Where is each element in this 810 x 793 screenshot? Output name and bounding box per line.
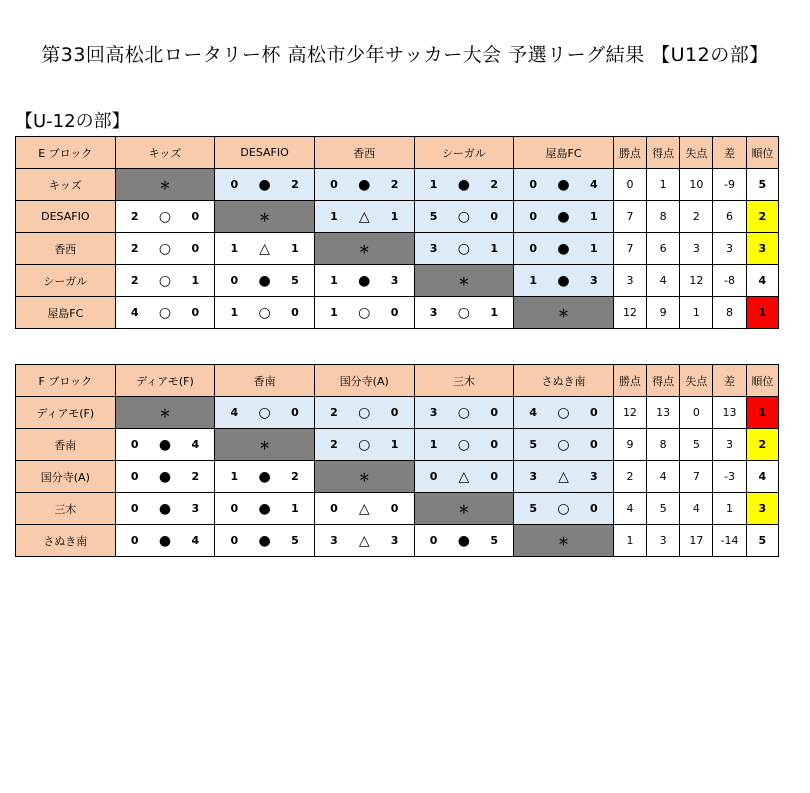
- result-mark: ○: [158, 240, 172, 257]
- self-match-cell: ＊: [115, 397, 215, 429]
- goals-for: 0: [330, 502, 338, 515]
- match-result-cell: [215, 461, 315, 493]
- team-column-header: さぬき南: [514, 365, 614, 397]
- goals-against: 0: [191, 210, 200, 223]
- goal-difference-cell: 13: [713, 397, 746, 429]
- result-mark: △: [458, 468, 470, 485]
- goals-against: 1: [191, 274, 200, 287]
- result-mark: ●: [158, 532, 172, 549]
- table-row: [16, 493, 779, 525]
- result-mark: ●: [358, 272, 371, 289]
- goals-for: 5: [429, 210, 438, 223]
- result-mark: ○: [457, 304, 470, 321]
- match-result-cell: [514, 461, 614, 493]
- match-result-cell: [115, 265, 215, 297]
- result-mark: ○: [158, 208, 172, 225]
- match-result-cell: [314, 201, 414, 233]
- goals-against: 0: [590, 502, 598, 515]
- self-match-cell: ＊: [215, 429, 315, 461]
- goals-against: 1: [291, 502, 299, 515]
- team-column-header: 香西: [314, 137, 414, 169]
- result-mark: ●: [158, 436, 172, 453]
- goals-for: 0: [230, 274, 239, 287]
- result-mark: ○: [557, 436, 570, 453]
- goals-for: 0: [230, 502, 239, 515]
- goals-scored-cell: 4: [647, 265, 680, 297]
- match-result-cell: [314, 297, 414, 329]
- goals-against: 0: [390, 406, 399, 419]
- goals-for: 0: [429, 470, 438, 483]
- result-mark: ○: [457, 240, 470, 257]
- stat-column-header: 順位: [746, 137, 778, 169]
- goals-scored-cell: 6: [647, 233, 680, 265]
- rank-cell: 1: [746, 297, 778, 329]
- stat-column-header: 勝点: [613, 365, 646, 397]
- goals-for: 0: [130, 502, 139, 515]
- rank-cell: 4: [746, 461, 778, 493]
- table-row: [16, 201, 779, 233]
- stat-column-header: 順位: [746, 365, 778, 397]
- goals-for: 2: [130, 242, 139, 255]
- team-row-header: シーガル: [16, 265, 116, 297]
- team-column-header: 三木: [414, 365, 514, 397]
- self-match-cell: ＊: [414, 265, 514, 297]
- goals-conceded-cell: 5: [680, 429, 713, 461]
- goals-conceded-cell: 0: [680, 397, 713, 429]
- match-result-cell: [514, 233, 614, 265]
- league-table-e: [15, 136, 779, 329]
- points-cell: 7: [613, 233, 646, 265]
- points-cell: 3: [613, 265, 646, 297]
- table-row: [16, 429, 779, 461]
- result-mark: △: [358, 500, 370, 517]
- goals-against: 0: [390, 502, 399, 515]
- self-match-cell: ＊: [514, 525, 614, 557]
- goals-for: 1: [330, 274, 338, 287]
- result-mark: ○: [258, 404, 271, 421]
- match-result-cell: [115, 233, 215, 265]
- goals-against: 2: [490, 178, 499, 191]
- result-mark: △: [358, 532, 370, 549]
- result-mark: ○: [557, 404, 570, 421]
- team-row-header: 屋島FC: [16, 297, 116, 329]
- goals-for: 5: [529, 502, 538, 515]
- goals-scored-cell: 4: [647, 461, 680, 493]
- header-row: [16, 137, 779, 169]
- match-result-cell: [314, 493, 414, 525]
- goals-against: 0: [191, 306, 200, 319]
- result-mark: ○: [258, 304, 271, 321]
- goals-for: 1: [230, 306, 239, 319]
- stat-column-header: 失点: [680, 137, 713, 169]
- goals-scored-cell: 3: [647, 525, 680, 557]
- self-match-cell: ＊: [115, 169, 215, 201]
- goals-for: 0: [529, 178, 538, 191]
- match-result-cell: [115, 493, 215, 525]
- goals-conceded-cell: 12: [680, 265, 713, 297]
- goals-against: 2: [291, 470, 299, 483]
- goals-for: 0: [130, 438, 139, 451]
- rank-cell: 3: [746, 493, 778, 525]
- goals-against: 3: [390, 534, 399, 547]
- section-title: 【U-12の部】: [15, 111, 130, 132]
- team-column-header: キッズ: [115, 137, 215, 169]
- goals-for: 0: [130, 534, 139, 547]
- goals-for: 0: [330, 178, 338, 191]
- points-cell: 12: [613, 397, 646, 429]
- team-row-header: 香西: [16, 233, 116, 265]
- result-mark: ○: [358, 304, 371, 321]
- goals-against: 1: [390, 438, 399, 451]
- goals-for: 0: [529, 210, 538, 223]
- team-row-header: 三木: [16, 493, 116, 525]
- goals-conceded-cell: 7: [680, 461, 713, 493]
- stat-column-header: 得点: [647, 365, 680, 397]
- goals-for: 3: [330, 534, 338, 547]
- goals-for: 4: [529, 406, 538, 419]
- self-match-cell: ＊: [414, 493, 514, 525]
- goal-difference-cell: 1: [713, 493, 746, 525]
- goal-difference-cell: -3: [713, 461, 746, 493]
- match-result-cell: [314, 429, 414, 461]
- goals-against: 5: [490, 534, 499, 547]
- team-row-header: さぬき南: [16, 525, 116, 557]
- result-mark: △: [259, 240, 270, 257]
- rank-cell: 2: [746, 429, 778, 461]
- goals-against: 3: [590, 470, 598, 483]
- goals-against: 4: [590, 178, 598, 191]
- goals-for: 1: [330, 306, 338, 319]
- goals-conceded-cell: 10: [680, 169, 713, 201]
- rank-cell: 5: [746, 169, 778, 201]
- goals-conceded-cell: 4: [680, 493, 713, 525]
- goals-against: 1: [490, 242, 499, 255]
- table-row: [16, 461, 779, 493]
- self-match-cell: ＊: [215, 201, 315, 233]
- result-mark: △: [558, 468, 569, 485]
- goals-against: 0: [590, 438, 598, 451]
- goals-against: 1: [390, 210, 399, 223]
- header-row: [16, 365, 779, 397]
- match-result-cell: [514, 169, 614, 201]
- match-result-cell: [115, 201, 215, 233]
- goals-for: 3: [429, 306, 438, 319]
- self-match-cell: ＊: [314, 461, 414, 493]
- goals-for: 1: [230, 470, 239, 483]
- result-mark: ●: [457, 176, 470, 193]
- team-row-header: ディアモ(F): [16, 397, 116, 429]
- goals-against: 1: [291, 242, 299, 255]
- team-column-header: 香南: [215, 365, 315, 397]
- goals-against: 1: [590, 210, 598, 223]
- goals-against: 1: [490, 306, 499, 319]
- match-result-cell: [215, 397, 315, 429]
- goals-for: 0: [529, 242, 538, 255]
- goal-difference-cell: -9: [713, 169, 746, 201]
- stat-column-header: 勝点: [613, 137, 646, 169]
- team-column-header: 国分寺(A): [314, 365, 414, 397]
- goals-against: 5: [291, 534, 299, 547]
- goal-difference-cell: -14: [713, 525, 746, 557]
- match-result-cell: [215, 169, 315, 201]
- goals-against: 0: [291, 306, 299, 319]
- result-mark: ○: [158, 304, 172, 321]
- goals-for: 0: [230, 178, 239, 191]
- table-row: [16, 169, 779, 201]
- goals-against: 1: [590, 242, 598, 255]
- rank-cell: 4: [746, 265, 778, 297]
- match-result-cell: [115, 525, 215, 557]
- stat-column-header: 差: [713, 137, 746, 169]
- goal-difference-cell: 3: [713, 233, 746, 265]
- points-cell: 0: [613, 169, 646, 201]
- goals-against: 0: [490, 210, 499, 223]
- result-mark: ○: [358, 404, 371, 421]
- goals-against: 0: [490, 438, 499, 451]
- result-mark: ●: [557, 176, 570, 193]
- team-row-header: 国分寺(A): [16, 461, 116, 493]
- goals-for: 4: [230, 406, 239, 419]
- goals-against: 5: [291, 274, 299, 287]
- result-mark: ●: [457, 532, 470, 549]
- points-cell: 12: [613, 297, 646, 329]
- goal-difference-cell: -8: [713, 265, 746, 297]
- match-result-cell: [115, 429, 215, 461]
- match-result-cell: [314, 397, 414, 429]
- team-row-header: キッズ: [16, 169, 116, 201]
- goals-scored-cell: 9: [647, 297, 680, 329]
- goals-scored-cell: 13: [647, 397, 680, 429]
- team-column-header: ディアモ(F): [115, 365, 215, 397]
- match-result-cell: [414, 169, 514, 201]
- match-result-cell: [215, 525, 315, 557]
- points-cell: 2: [613, 461, 646, 493]
- table-row: [16, 233, 779, 265]
- goals-against: 3: [390, 274, 399, 287]
- result-mark: △: [358, 208, 370, 225]
- match-result-cell: [215, 265, 315, 297]
- result-mark: ○: [457, 404, 470, 421]
- team-column-header: DESAFIO: [215, 137, 315, 169]
- match-result-cell: [514, 265, 614, 297]
- goals-for: 3: [429, 242, 438, 255]
- result-mark: ●: [358, 176, 371, 193]
- goals-scored-cell: 5: [647, 493, 680, 525]
- goals-against: 2: [191, 470, 200, 483]
- result-mark: ○: [457, 208, 470, 225]
- match-result-cell: [115, 297, 215, 329]
- result-mark: ●: [557, 208, 570, 225]
- result-mark: ●: [158, 500, 172, 517]
- points-cell: 9: [613, 429, 646, 461]
- result-mark: ○: [557, 500, 570, 517]
- table-row: [16, 265, 779, 297]
- league-table-f: [15, 364, 779, 557]
- match-result-cell: [414, 297, 514, 329]
- points-cell: 1: [613, 525, 646, 557]
- goal-difference-cell: 8: [713, 297, 746, 329]
- goals-for: 2: [130, 274, 139, 287]
- goals-against: 0: [390, 306, 399, 319]
- goals-for: 1: [429, 438, 438, 451]
- result-mark: ○: [158, 272, 172, 289]
- goals-against: 0: [490, 406, 499, 419]
- match-result-cell: [414, 461, 514, 493]
- table-row: [16, 525, 779, 557]
- match-result-cell: [414, 525, 514, 557]
- result-mark: ●: [258, 176, 271, 193]
- goals-for: 1: [429, 178, 438, 191]
- team-row-header: DESAFIO: [16, 201, 116, 233]
- goal-difference-cell: 3: [713, 429, 746, 461]
- result-mark: ●: [557, 272, 570, 289]
- goals-against: 0: [590, 406, 598, 419]
- goals-against: 3: [590, 274, 598, 287]
- goals-for: 1: [330, 210, 338, 223]
- match-result-cell: [314, 525, 414, 557]
- result-mark: ○: [358, 436, 371, 453]
- self-match-cell: ＊: [314, 233, 414, 265]
- block-label: E ブロック: [16, 137, 116, 169]
- team-row-header: 香南: [16, 429, 116, 461]
- goals-against: 4: [191, 534, 200, 547]
- goals-against: 0: [291, 406, 299, 419]
- match-result-cell: [215, 493, 315, 525]
- match-result-cell: [514, 493, 614, 525]
- table-row: [16, 297, 779, 329]
- goals-conceded-cell: 1: [680, 297, 713, 329]
- rank-cell: 2: [746, 201, 778, 233]
- rank-cell: 1: [746, 397, 778, 429]
- match-result-cell: [414, 233, 514, 265]
- result-mark: ●: [258, 500, 271, 517]
- goals-for: 2: [330, 406, 338, 419]
- match-result-cell: [514, 201, 614, 233]
- goals-scored-cell: 8: [647, 201, 680, 233]
- result-mark: ●: [258, 532, 271, 549]
- match-result-cell: [414, 397, 514, 429]
- result-mark: ●: [158, 468, 172, 485]
- points-cell: 4: [613, 493, 646, 525]
- page-title: 第33回高松北ロータリー杯 高松市少年サッカー大会 予選リーグ結果 【U12の部】: [41, 44, 769, 66]
- goals-against: 3: [191, 502, 200, 515]
- team-column-header: シーガル: [414, 137, 514, 169]
- goals-for: 2: [330, 438, 338, 451]
- goals-conceded-cell: 3: [680, 233, 713, 265]
- goals-against: 0: [191, 242, 200, 255]
- goals-conceded-cell: 17: [680, 525, 713, 557]
- points-cell: 7: [613, 201, 646, 233]
- result-mark: ●: [258, 468, 271, 485]
- match-result-cell: [115, 461, 215, 493]
- match-result-cell: [314, 265, 414, 297]
- goals-against: 4: [191, 438, 200, 451]
- rank-cell: 3: [746, 233, 778, 265]
- goals-against: 2: [291, 178, 299, 191]
- goals-for: 3: [429, 406, 438, 419]
- goals-for: 4: [130, 306, 139, 319]
- goals-for: 2: [130, 210, 139, 223]
- match-result-cell: [215, 297, 315, 329]
- result-mark: ●: [557, 240, 570, 257]
- goals-against: 0: [490, 470, 499, 483]
- match-result-cell: [514, 429, 614, 461]
- goals-for: 1: [529, 274, 538, 287]
- goals-scored-cell: 8: [647, 429, 680, 461]
- match-result-cell: [215, 233, 315, 265]
- stat-column-header: 失点: [680, 365, 713, 397]
- result-mark: ●: [258, 272, 271, 289]
- goals-scored-cell: 1: [647, 169, 680, 201]
- result-mark: ○: [457, 436, 470, 453]
- block-label: F ブロック: [16, 365, 116, 397]
- goals-for: 0: [230, 534, 239, 547]
- goals-against: 2: [390, 178, 399, 191]
- goals-for: 0: [130, 470, 139, 483]
- stat-column-header: 差: [713, 365, 746, 397]
- match-result-cell: [514, 397, 614, 429]
- match-result-cell: [414, 201, 514, 233]
- rank-cell: 5: [746, 525, 778, 557]
- team-column-header: 屋島FC: [514, 137, 614, 169]
- table-row: [16, 397, 779, 429]
- goals-conceded-cell: 2: [680, 201, 713, 233]
- self-match-cell: ＊: [514, 297, 614, 329]
- goals-for: 5: [529, 438, 538, 451]
- goals-for: 0: [429, 534, 438, 547]
- stat-column-header: 得点: [647, 137, 680, 169]
- goals-for: 1: [230, 242, 239, 255]
- goal-difference-cell: 6: [713, 201, 746, 233]
- goals-for: 3: [529, 470, 538, 483]
- match-result-cell: [414, 429, 514, 461]
- match-result-cell: [314, 169, 414, 201]
